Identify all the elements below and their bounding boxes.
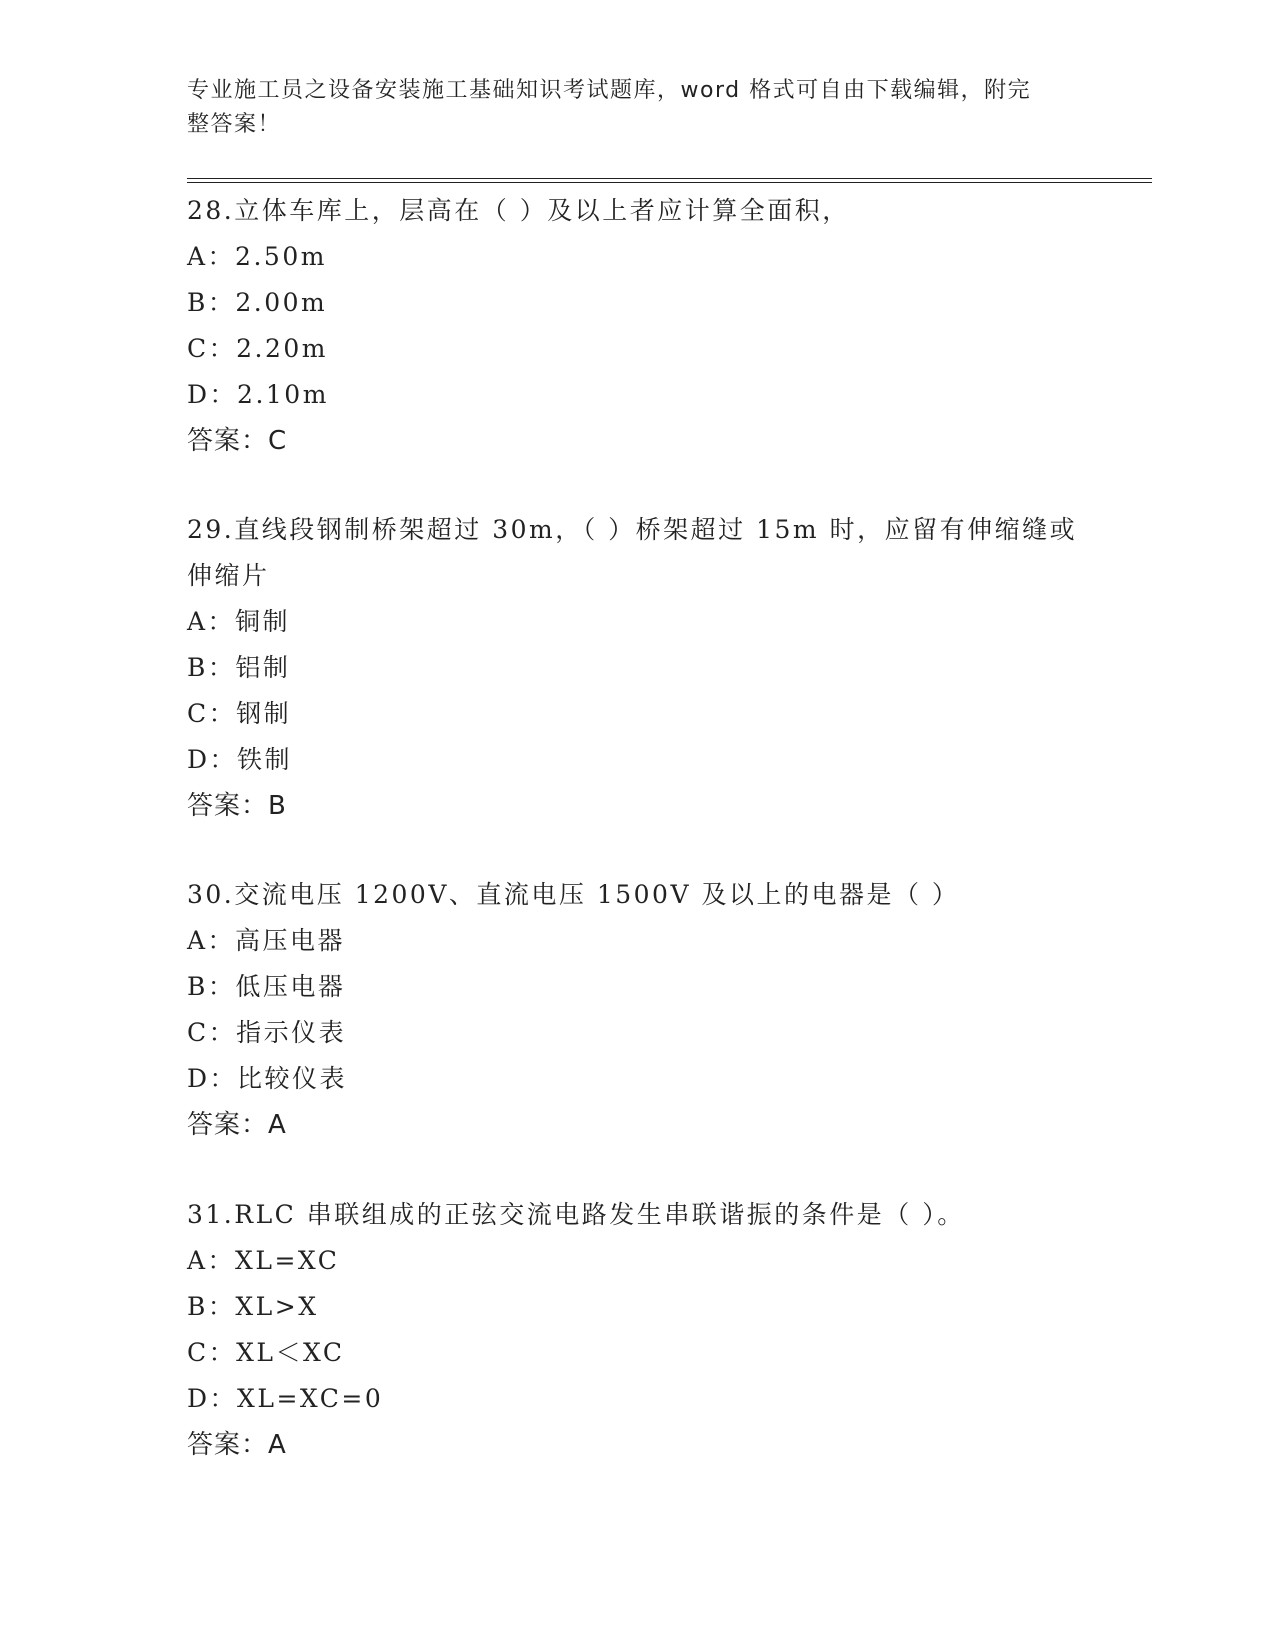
- option-d: D：铁制: [187, 745, 293, 774]
- question-28: [187, 188, 1087, 464]
- header-divider-top: [187, 178, 1152, 179]
- question-31: [187, 1192, 1087, 1468]
- option-c: C：2.20m: [187, 334, 328, 363]
- answer-line: 答案：B: [187, 791, 287, 821]
- option-a: A：XL=XC: [187, 1246, 340, 1275]
- header-line-1: 专业施工员之设备安装施工基础知识考试题库，word 格式可自由下载编辑，附完: [187, 78, 1032, 103]
- option-b: B：2.00m: [187, 288, 328, 317]
- option-b: B：低压电器: [187, 972, 346, 1001]
- option-a: A：2.50m: [187, 242, 327, 271]
- header-line-2: 整答案！: [187, 112, 282, 137]
- question-stem: 28.立体车库上，层高在（ ）及以上者应计算全面积，: [187, 196, 850, 225]
- option-b: B：XL>X: [187, 1292, 319, 1321]
- answer-line: 答案：A: [187, 1430, 287, 1460]
- question-29: [187, 507, 1087, 829]
- document-header: [187, 74, 1067, 142]
- option-d: D：XL=XC=0: [187, 1384, 384, 1413]
- option-c: C：钢制: [187, 699, 292, 728]
- option-d: D：比较仪表: [187, 1064, 348, 1093]
- question-stem: 31.RLC 串联组成的正弦交流电路发生串联谐振的条件是（ ）。: [187, 1200, 965, 1229]
- question-stem: 30.交流电压 1200V、直流电压 1500V 及以上的电器是（ ）: [187, 880, 960, 909]
- question-30: [187, 872, 1087, 1148]
- header-divider-bottom: [187, 182, 1152, 183]
- option-b: B：铝制: [187, 653, 291, 682]
- option-c: C：XL＜XC: [187, 1338, 345, 1367]
- question-stem-line-1: 29.直线段钢制桥架超过 30m，（ ）桥架超过 15m 时，应留有伸缩缝或: [187, 515, 1078, 544]
- option-c: C：指示仪表: [187, 1018, 347, 1047]
- answer-line: 答案：C: [187, 426, 288, 456]
- question-stem-line-2: 伸缩片: [187, 561, 270, 590]
- option-a: A：铜制: [187, 607, 291, 636]
- option-a: A：高压电器: [187, 926, 346, 955]
- option-d: D：2.10m: [187, 380, 329, 409]
- answer-line: 答案：A: [187, 1110, 287, 1140]
